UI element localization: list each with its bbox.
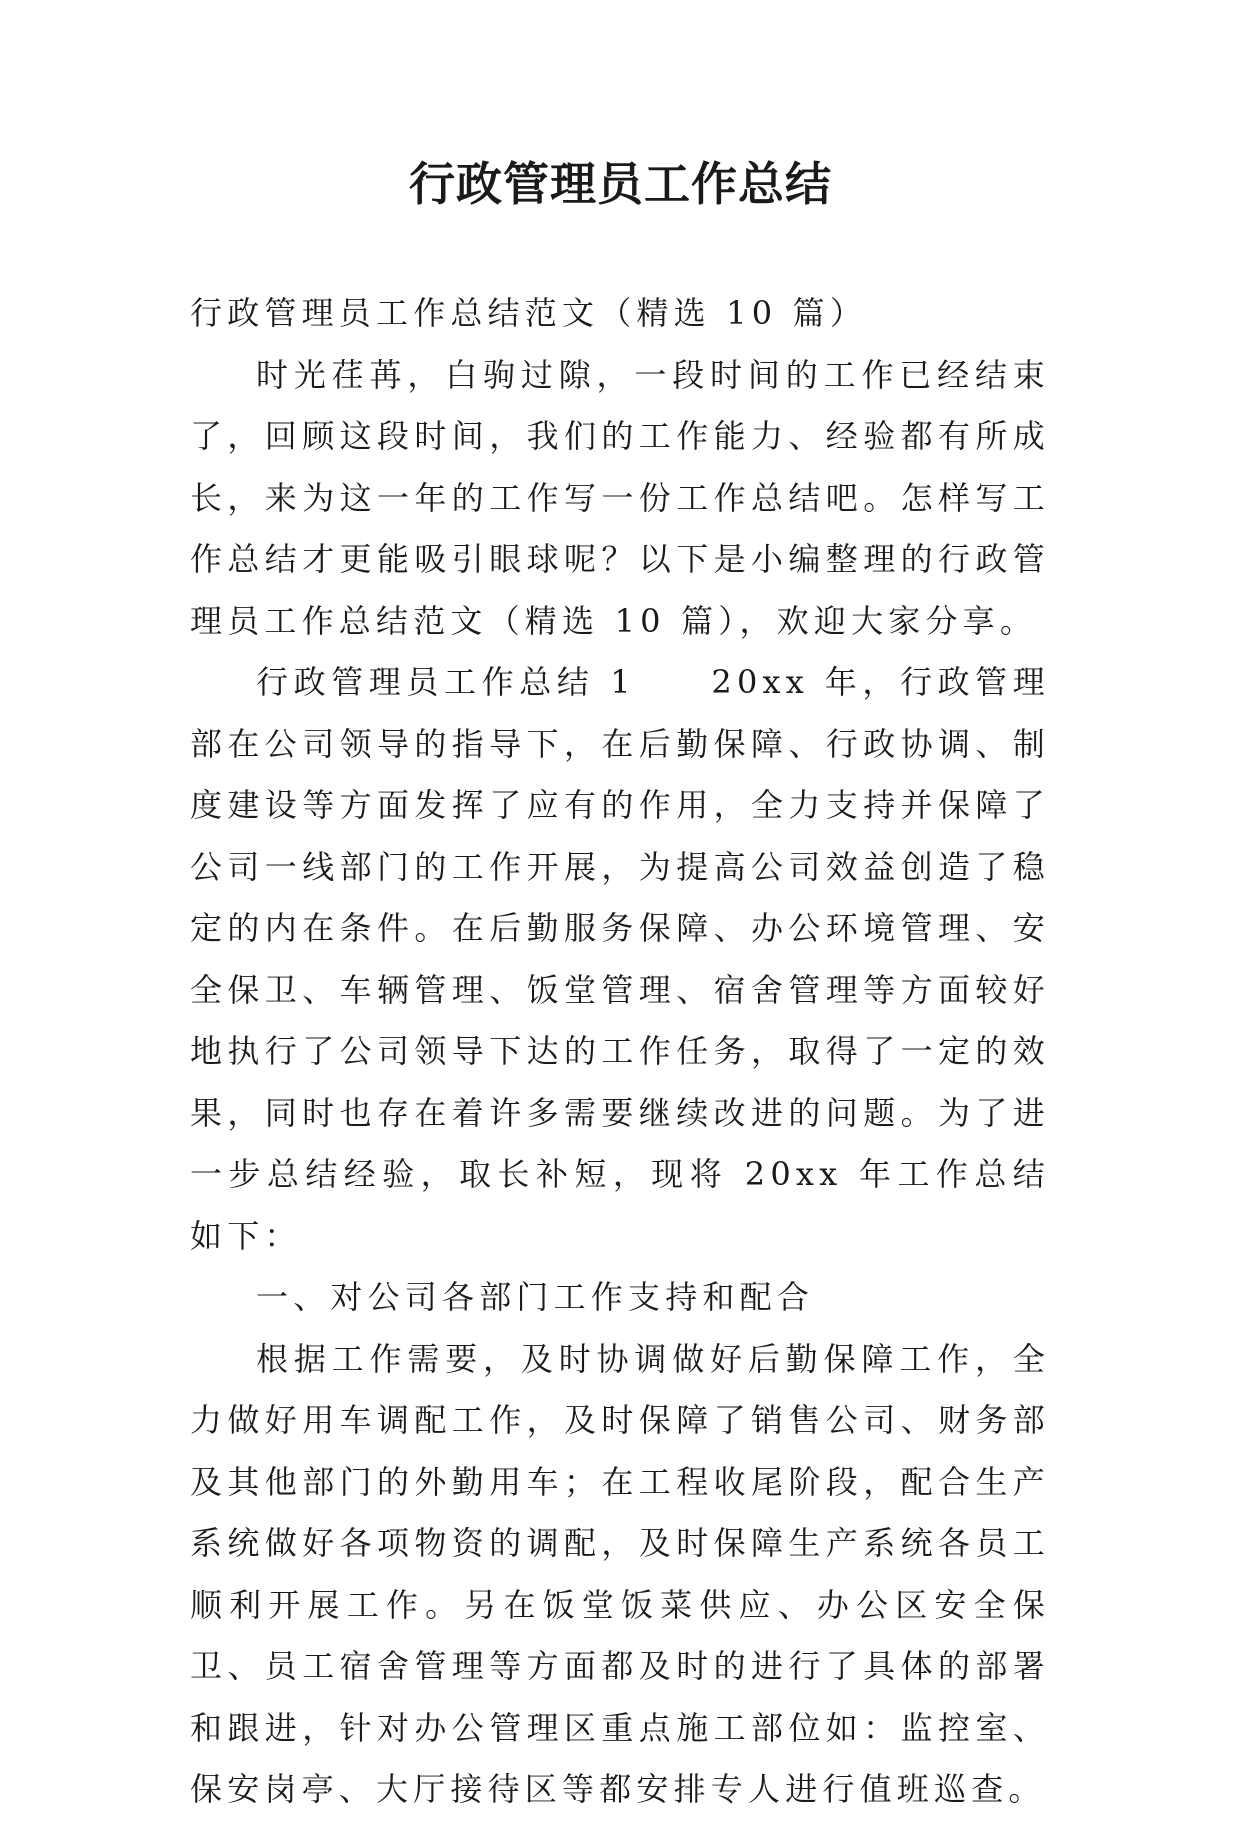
document-subtitle: 行政管理员工作总结范文（精选 10 篇） [190,294,868,332]
document-title: 行政管理员工作总结 [409,157,832,211]
intro-paragraph: 时光荏苒，白驹过隙，一段时间的工作已经结束了，回顾这段时间，我们的工作能力、经验都有所成长，来为这一年的工作写一份工作总结吧。怎样写工作总结才更能吸引眼球呢？以下是小编整理的行政管理员工作总结范文（精选 10 篇），欢迎大家分享。 [190,355,1050,640]
section-1-paragraph: 根据工作需要，及时协调做好后勤保障工作，全力做好用车调配工作，及时保障了销售公司、财务部及其他部门的外勤用车；在工程收尾阶段，配合生产系统做好各项物资的调配，及时保障生产系统各员工顺利开展工作。另在饭堂饭菜供应、办公区安全保卫、员工宿舍管理等方面都及时的进行了具体的部署和跟进，针对办公管理区重点施工部位如：监控室、保安岗亭、大厅接待区等都安排专人进行值班巡查。 [190,1339,1050,1808]
document-body [190,283,1050,1821]
section-heading-1: 一、对公司各部门工作支持和配合 [256,1278,815,1316]
summary-1-paragraph: 行政管理员工作总结 1 20xx 年，行政管理部在公司领导的指导下，在后勤保障、行政协调、制度建设等方面发挥了应有的作用，全力支持并保障了公司一线部门的工作开展，为提高公司效益创造了稳定的内在条件。在后勤服务保障、办公环境管理、安全保卫、车辆管理、饭堂管理、宿舍管理等方面较好地执行了公司领导下达的工作任务，取得了一定的效果，同时也存在着许多需要继续改进的问题。为了进一步总结经验，取长补短，现将 20xx 年工作总结如下： [190,663,1050,1255]
